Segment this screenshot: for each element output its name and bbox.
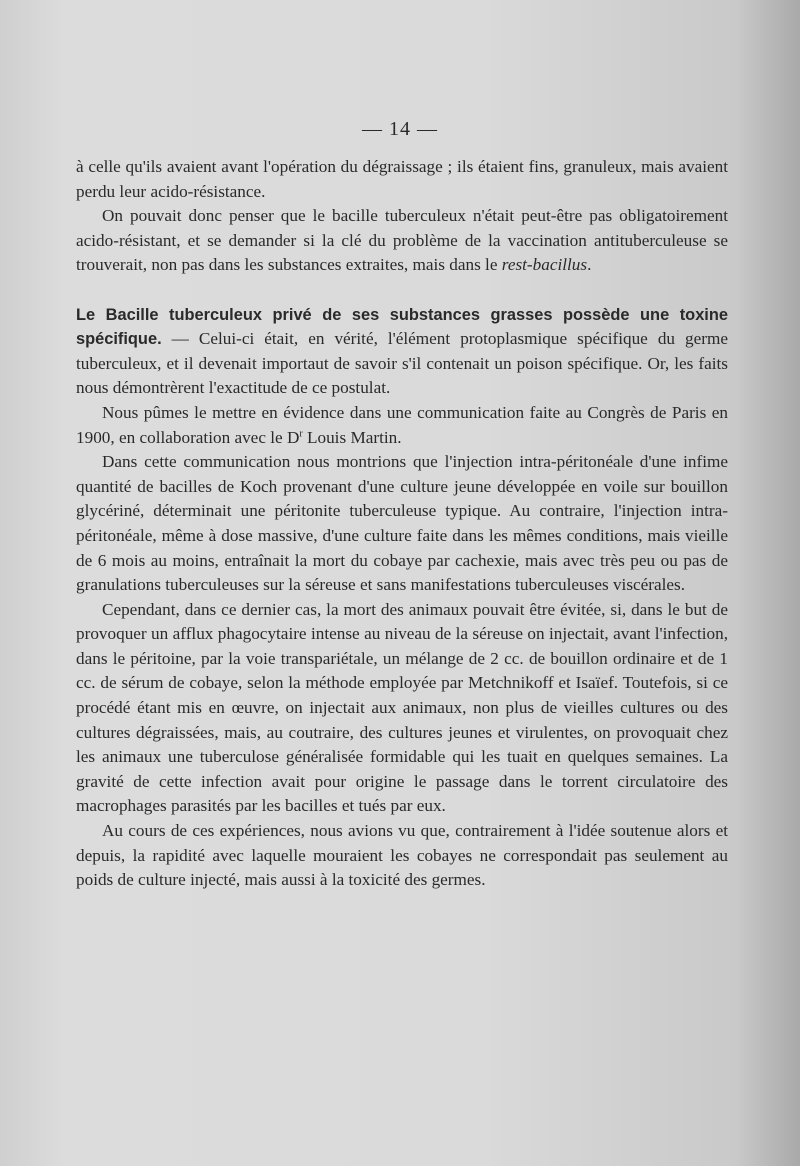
paragraph-6: Cependant, dans ce dernier cas, la mort des animaux pouvait être évitée, si, dans le but de provoquer un afflux phagocytaire intense au niveau de la séreuse on injectait, avant l'infection, dans le péritoine, par la voie transpariétale, un mélange de 2 cc. de bouillon ordinaire et de 1 cc. de sérum de cobaye, selon la méthode employée par Metchnikoff et Isaïef. Toutefois, si ce procédé étant mis en œuvre, on injectait aux animaux, non plus de vieilles cultures ou des cultures dégraissées, mais, au coutraire, des cultures jeunes et virulentes, on provoquait chez les animaux une tuberculose généralisée formidable qui les tuait en quelques semaines. La gravité de cette infection avait pour origine le passage dans le torrent circulatoire des macrophages parasités par les bacilles et tués par eux. [76,599,728,816]
paragraph-2 [76,204,728,278]
paragraph-4 [76,401,728,450]
paragraph-5: Dans cette communication nous montrions que l'injection intra-péritonéale d'une infime quantité de bacilles de Koch provenant d'une culture jeune développée en voile sur bouillon glycériné, déterminait une péritonite tuberculeuse typique. Au contraire, l'injection intra-péritonéale, même à dose massive, d'une culture faite dans les mêmes conditions, mais vieille de 6 mois au moins, entraînait la mort du cobaye par cachexie, mais avec très peu ou pas de granulations tuberculeuses sur la séreuse et sans manifestations tuberculeuses viscérales. [76,452,728,595]
paragraph-7: Au cours de ces expériences, nous avions vu que, contrairement à l'idée soutenue alors et depuis, la rapidité avec laquelle mouraient les cobayes ne correspondait pas seulement au poids de culture injecté, mais aussi à la toxicité des germes. [76,821,728,890]
paragraph-1: à celle qu'ils avaient avant l'opération du dégraissage ; ils étaient fins, granuleux, mais avaient perdu leur acido-résistance. [76,157,728,201]
body-text [76,155,728,893]
paragraph-2-text: On pouvait donc penser que le bacille tuberculeux n'était peut-être pas obligatoirement acido-résistant, et se demander si la clé du problème de la vaccination antituberculeuse se trouverait, non pas dans les substances extraites, mais dans le [76,206,728,275]
paragraph-3-text: — Celui-ci était, en vérité, l'élément protoplasmique spécifique du germe tuberculeux, et il devenait importaut de savoir s'il contenait un poison spécifique. Or, les faits nous démontrèrent l'exactitude de ce postulat. [76,329,728,398]
paragraph-4-text: Nous pûmes le mettre en évidence dans une communication faite au Congrès de Paris en 1900, en collaboration avec le D [76,402,728,447]
page-number: — 14 — [362,118,438,140]
paragraph-2-end: . [587,255,592,275]
paragraph-3 [76,303,728,401]
paragraph-4-end: Louis Martin. [302,427,402,447]
paragraph-2-italic: rest-bacillus [501,255,588,275]
section-heading: Le Bacille tuberculeux privé de ses substances grasses possède une toxine spécifique. [76,305,728,349]
paragraph-4-superscript: r [299,427,303,439]
